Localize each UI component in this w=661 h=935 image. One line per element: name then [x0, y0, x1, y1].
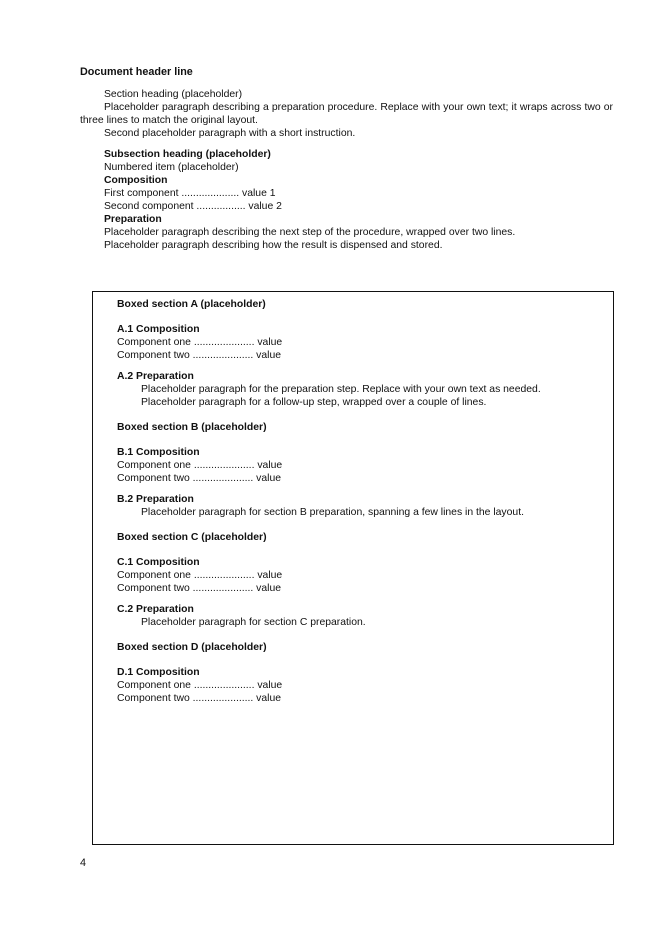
paragraph: Placeholder paragraph describing how the result is dispensed and stored.: [104, 240, 443, 251]
ingredient-row: Component two ..................... value: [117, 693, 282, 704]
paragraph: Placeholder paragraph describing a preparation procedure. Replace with your own text; it wraps across two or three lines to match the original layout.: [80, 102, 613, 126]
section-heading: Boxed section A (placeholder): [117, 299, 266, 310]
subsection-title: Numbered item (placeholder): [104, 162, 239, 173]
preparation-heading: C.2 Preparation: [117, 604, 194, 615]
composition-heading: A.1 Composition: [117, 324, 200, 335]
section-heading: Boxed section C (placeholder): [117, 532, 267, 543]
section-heading: Boxed section B (placeholder): [117, 422, 267, 433]
composition-heading: D.1 Composition: [117, 667, 200, 678]
paragraph: Placeholder paragraph describing the next step of the procedure, wrapped over two lines.: [104, 227, 516, 238]
ingredient-row: Component one ..................... value: [117, 460, 283, 471]
composition-heading: B.1 Composition: [117, 447, 200, 458]
document-header: Document header line: [80, 66, 193, 78]
ingredient-row: Component one ..................... value: [117, 680, 283, 691]
paragraph: Placeholder paragraph for a follow-up step, wrapped over a couple of lines.: [141, 397, 487, 408]
paragraph: Placeholder paragraph for section B preparation, spanning a few lines in the layout.: [141, 507, 524, 518]
preparation-heading: Preparation: [104, 214, 162, 225]
ingredient-row: Component two ..................... value: [117, 583, 282, 594]
upper-text-block: [80, 88, 613, 252]
composition-heading: C.1 Composition: [117, 557, 200, 568]
composition-heading: Composition: [104, 175, 168, 186]
preparation-heading: A.2 Preparation: [117, 371, 194, 382]
paragraph: Placeholder paragraph for section C preparation.: [141, 617, 366, 628]
ingredient-row: First component .................... value 1: [104, 188, 276, 199]
ingredient-row: Component two ..................... value: [117, 350, 282, 361]
paragraph: Second placeholder paragraph with a short instruction.: [104, 128, 356, 139]
boxed-sections-frame: [92, 291, 614, 845]
ingredient-row: Component one ..................... value: [117, 337, 283, 348]
section-heading: Subsection heading (placeholder): [104, 149, 271, 160]
ingredient-row: Component one ..................... value: [117, 570, 283, 581]
ingredient-row: Component two ..................... value: [117, 473, 282, 484]
subsection-title: Section heading (placeholder): [104, 89, 243, 100]
preparation-heading: B.2 Preparation: [117, 494, 194, 505]
page-number: 4: [80, 857, 87, 869]
section-heading: Boxed section D (placeholder): [117, 642, 267, 653]
paragraph: Placeholder paragraph for the preparation step. Replace with your own text as needed.: [141, 384, 541, 395]
ingredient-row: Second component ................. value 2: [104, 201, 282, 212]
